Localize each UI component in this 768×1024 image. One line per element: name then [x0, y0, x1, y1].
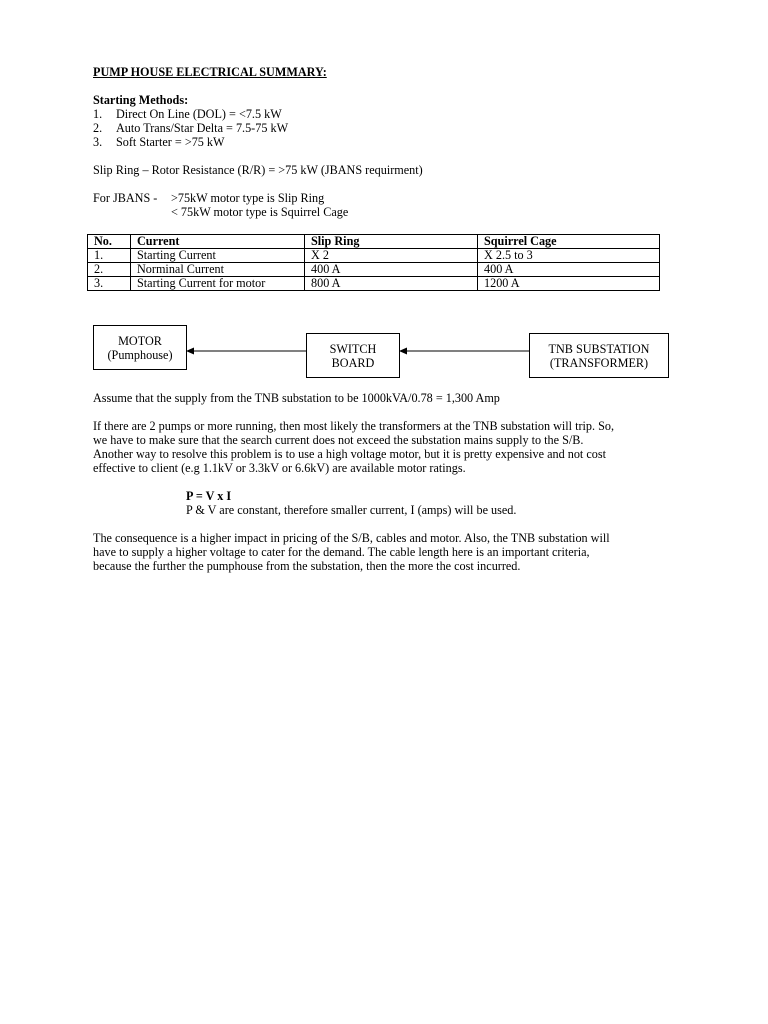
- column-header-current: Current: [131, 235, 305, 249]
- arrowhead-icon: [399, 348, 407, 355]
- table-cell: 3.: [88, 277, 131, 291]
- paragraph-line: Another way to resolve this problem is to use a high voltage motor, but it is pretty expensive and not cost: [93, 447, 606, 461]
- jbans-label: For JBANS -: [93, 191, 158, 205]
- column-header-squirrel-cage: Squirrel Cage: [478, 235, 660, 249]
- starting-methods-heading: Starting Methods:: [93, 93, 189, 107]
- table-cell: Starting Current for motor: [131, 277, 305, 291]
- list-text: Soft Starter = >75 kW: [116, 135, 225, 149]
- power-formula: P = V x I: [186, 489, 232, 503]
- table-cell: 400 A: [305, 263, 478, 277]
- slip-ring-note: Slip Ring – Rotor Resistance (R/R) = >75 kW (JBANS requirment): [93, 163, 423, 177]
- switchboard-box: [306, 333, 400, 378]
- column-header-no: No.: [88, 235, 131, 249]
- table-cell: X 2: [305, 249, 478, 263]
- paragraph-line: effective to client (e.g 1.1kV or 3.3kV or 6.6kV) are available motor ratings.: [93, 461, 466, 475]
- substation-sublabel: (TRANSFORMER): [549, 355, 649, 370]
- substation-box: [529, 333, 669, 378]
- column-header-slip-ring: Slip Ring: [305, 235, 478, 249]
- list-text: Direct On Line (DOL) = <7.5 kW: [116, 107, 282, 121]
- paragraph-line: we have to make sure that the search current does not exceed the substation mains supply to the S/B.: [93, 433, 584, 447]
- table-cell: 2.: [88, 263, 131, 277]
- formula-note: P & V are constant, therefore smaller current, I (amps) will be used.: [186, 503, 517, 517]
- motor-sublabel: (Pumphouse): [107, 347, 173, 362]
- table-cell: 800 A: [305, 277, 478, 291]
- jbans-line-1: >75kW motor type is Slip Ring: [171, 191, 325, 205]
- list-number: 2.: [93, 121, 103, 135]
- table-cell: Norminal Current: [131, 263, 305, 277]
- table-cell: 1.: [88, 249, 131, 263]
- substation-label: TNB SUBSTATION: [548, 341, 650, 356]
- motor-label: MOTOR: [118, 333, 162, 348]
- supply-assumption: Assume that the supply from the TNB substation to be 1000kVA/0.78 = 1,300 Amp: [93, 391, 500, 405]
- list-number: 1.: [93, 107, 103, 121]
- paragraph-line: If there are 2 pumps or more running, then most likely the transformers at the TNB substation will trip. So,: [93, 419, 615, 433]
- switchboard-label: SWITCH: [329, 341, 377, 356]
- paragraph-line: because the further the pumphouse from the substation, then the more the cost incurred.: [93, 559, 521, 573]
- paragraph-line: have to supply a higher voltage to cater for the demand. The cable length here is an important criteria,: [93, 545, 590, 559]
- list-text: Auto Trans/Star Delta = 7.5-75 kW: [116, 121, 289, 135]
- jbans-line-2: < 75kW motor type is Squirrel Cage: [171, 205, 349, 219]
- paragraph-line: The consequence is a higher impact in pricing of the S/B, cables and motor. Also, the TNB substation will: [93, 531, 610, 545]
- table-cell: 400 A: [478, 263, 660, 277]
- table-cell: 1200 A: [478, 277, 660, 291]
- motor-box: [93, 325, 187, 370]
- table-cell: Starting Current: [131, 249, 305, 263]
- list-number: 3.: [93, 135, 103, 149]
- page-title: PUMP HOUSE ELECTRICAL SUMMARY:: [93, 65, 327, 79]
- arrowhead-icon: [186, 348, 194, 355]
- table-cell: X 2.5 to 3: [478, 249, 660, 263]
- switchboard-sublabel: BOARD: [331, 355, 375, 370]
